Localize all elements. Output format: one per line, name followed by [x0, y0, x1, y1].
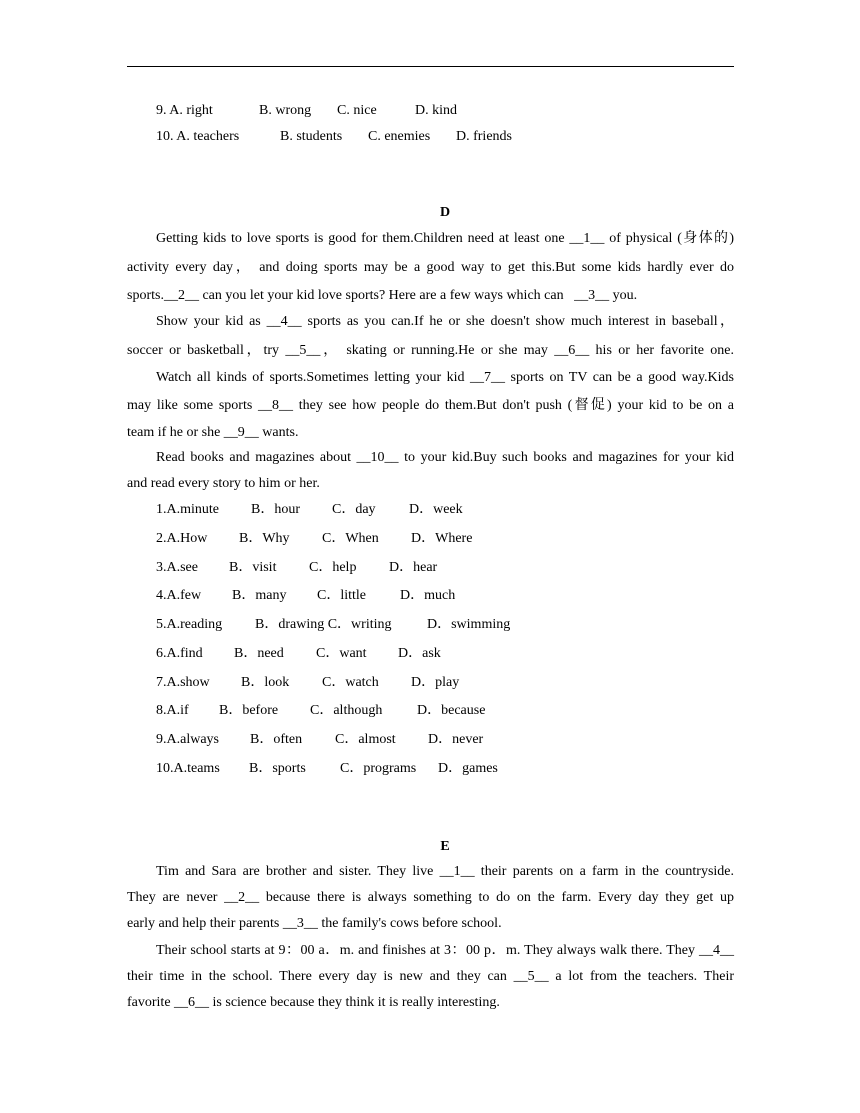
e-p1-line2: They are never __2__ because there is always something to do on the farm. Every day they get up — [127, 890, 734, 905]
d-option-2-a: 2.A.How — [156, 531, 208, 546]
d-option-7-d: D．play — [411, 675, 460, 690]
d-option-2-c: C．When — [322, 531, 379, 546]
d-option-10-b: B．sports — [249, 761, 306, 776]
d-option-4-d: D．much — [400, 588, 456, 603]
d-p3-line3: team if he or she __9__ wants. — [127, 425, 299, 440]
prev-option-9b: B. wrong — [259, 103, 312, 118]
d-option-5-a: 5.A.reading — [156, 617, 223, 632]
d-p4-line1: Read books and magazines about __10__ to your kid.Buy such books and magazines for your kid — [156, 450, 734, 465]
d-option-9-d: D．never — [428, 732, 484, 747]
d-p3-line1: Watch all kinds of sports.Sometimes letting your kid __7__ sports on TV can be a good way.Kids — [156, 370, 734, 385]
d-option-6-b: B．need — [234, 646, 284, 661]
d-option-7-b: B．look — [241, 675, 290, 690]
d-option-8-d: D．because — [417, 703, 486, 718]
d-option-3-c: C．help — [309, 560, 357, 575]
d-option-6-a: 6.A.find — [156, 646, 203, 661]
d-option-1-a: 1.A.minute — [156, 502, 219, 517]
e-p1-line3: early and help their parents __3__ the family's cows before school. — [127, 916, 502, 931]
d-option-1-c: C．day — [332, 502, 376, 517]
d-p1-line2: activity every day， and doing sports may be a good way to get this.But some kids hardly ever do — [127, 260, 734, 275]
section-e-heading: E — [440, 839, 450, 854]
d-option-9-c: C．almost — [335, 732, 396, 747]
d-option-4-a: 4.A.few — [156, 588, 202, 603]
prev-option-9c: C. nice — [337, 103, 377, 118]
header-rule — [127, 66, 734, 67]
d-option-10-a: 10.A.teams — [156, 761, 220, 776]
d-option-2-b: B．Why — [239, 531, 290, 546]
prev-option-10a: 10. A. teachers — [156, 129, 240, 144]
d-option-9-a: 9.A.always — [156, 732, 219, 747]
d-p1-line3: sports.__2__ can you let your kid love sports? Here are a few ways which can __3__ you. — [127, 288, 638, 303]
d-option-10-c: C．programs — [340, 761, 417, 776]
e-p2-line3: favorite __6__ is science because they think it is really interesting. — [127, 995, 500, 1010]
prev-option-9d: D. kind — [415, 103, 457, 118]
d-option-6-d: D．ask — [398, 646, 441, 661]
d-option-4-b: B．many — [232, 588, 287, 603]
d-option-1-d: D．week — [409, 502, 463, 517]
d-option-6-c: C．want — [316, 646, 367, 661]
prev-option-9a: 9. A. right — [156, 103, 213, 118]
d-p2-line2: soccer or basketball，try __5__， skating or running.He or she may __6__ his or her favorite one. — [127, 343, 734, 358]
d-option-4-c: C．little — [317, 588, 366, 603]
d-option-7-a: 7.A.show — [156, 675, 210, 690]
d-option-3-a: 3.A.see — [156, 560, 198, 575]
d-option-10-d: D．games — [438, 761, 498, 776]
section-d-heading: D — [439, 205, 451, 220]
d-p2-line1: Show your kid as __4__ sports as you can.If he or she doesn't show much interest in baseball， — [156, 314, 734, 329]
d-option-2-d: D．Where — [411, 531, 473, 546]
d-p4-line2: and read every story to him or her. — [127, 476, 320, 491]
d-p1-line1: Getting kids to love sports is good for them.Children need at least one __1__ of physical (身体的) — [156, 231, 734, 246]
d-option-7-c: C．watch — [322, 675, 379, 690]
e-p2-line2: their time in the school. There every day is new and they can __5__ a lot from the teachers. Their — [127, 969, 734, 984]
d-option-3-d: D．hear — [389, 560, 438, 575]
d-option-9-b: B．often — [250, 732, 303, 747]
d-p3-line2: may like some sports __8__ they see how people do them.But don't push (督促) your kid to be on a — [127, 398, 734, 413]
prev-option-10b: B. students — [280, 129, 343, 144]
prev-option-10d: D. friends — [456, 129, 512, 144]
d-option-3-b: B．visit — [229, 560, 277, 575]
d-option-8-a: 8.A.if — [156, 703, 189, 718]
d-option-8-c: C．although — [310, 703, 383, 718]
d-option-8-b: B．before — [219, 703, 279, 718]
e-p2-line1: Their school starts at 9：00 a．m. and finishes at 3：00 p．m. They always walk there. They __4__ — [156, 943, 734, 958]
d-option-5-d: D．swimming — [427, 617, 511, 632]
prev-option-10c: C. enemies — [368, 129, 431, 144]
d-option-5-b: B．drawing C．writing — [255, 617, 392, 632]
e-p1-line1: Tim and Sara are brother and sister. They live __1__ their parents on a farm in the countryside. — [156, 864, 734, 879]
d-option-1-b: B．hour — [251, 502, 300, 517]
